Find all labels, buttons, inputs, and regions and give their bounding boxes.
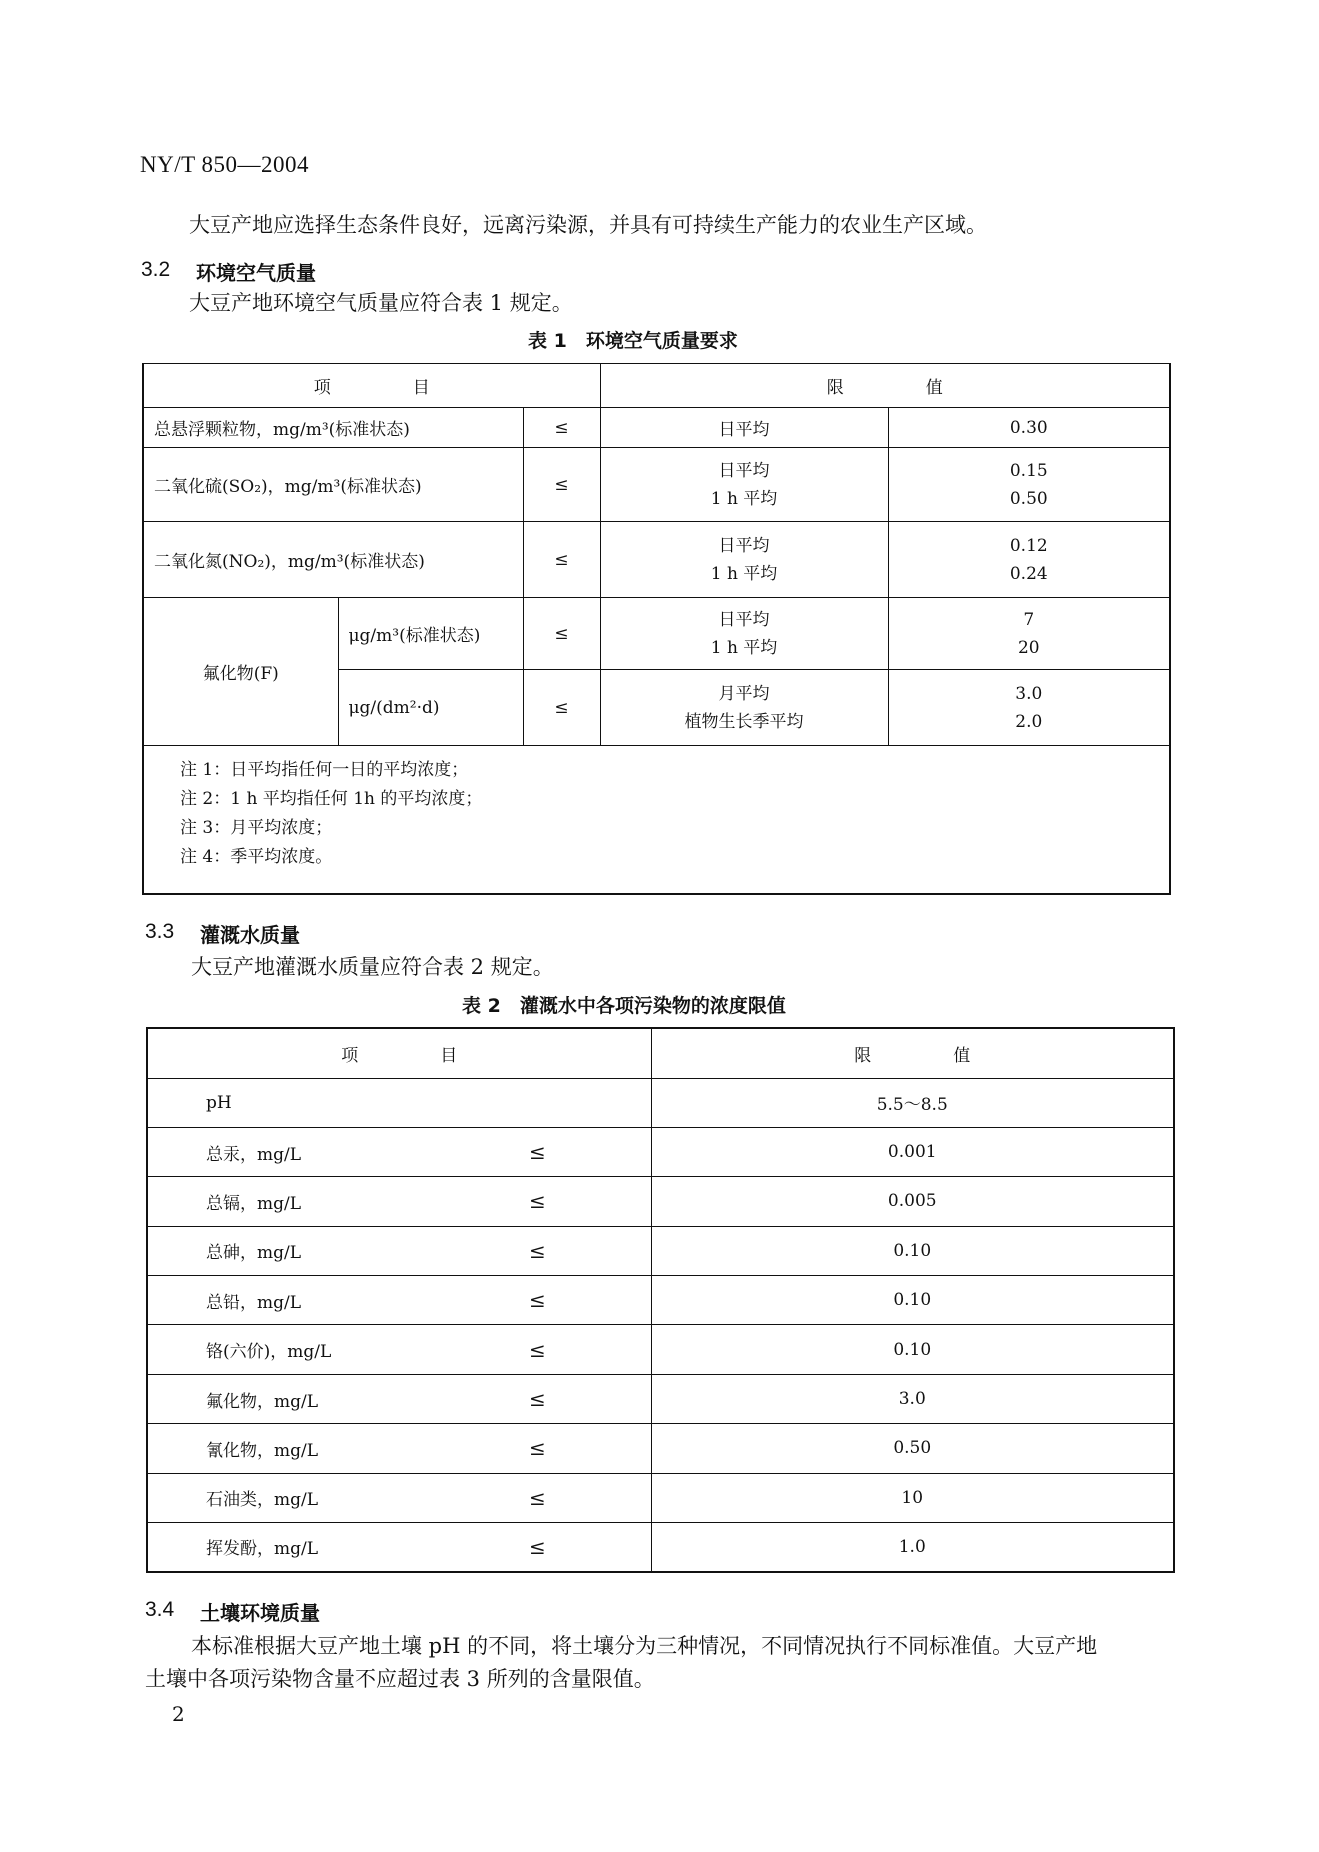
table-row <box>143 522 1170 598</box>
table1-fluoride-periods1: 日平均 1 h 平均 <box>600 598 888 670</box>
section-3-3-number: 3.3 <box>145 920 175 943</box>
le-symbol: ≤ <box>523 670 600 746</box>
table1-row2-values: 0.15 0.50 <box>888 448 1170 522</box>
table2-header-item: 项 目 <box>147 1028 651 1078</box>
note-1: 注 1：日平均指任何一日的平均浓度； <box>180 760 469 780</box>
table-row <box>147 1374 1174 1423</box>
table2-row-value: 10 <box>651 1473 1174 1522</box>
table2-header-limit: 限 值 <box>651 1028 1174 1078</box>
table1-row3-name: 二氧化氮(NO₂)，mg/m³(标准状态) <box>143 522 523 598</box>
page-number: 2 <box>172 1702 185 1726</box>
table1-caption: 表 1 环境空气质量要求 <box>528 330 738 352</box>
section-3-4-title: 土壤环境质量 <box>200 1601 320 1625</box>
table1-row2-name: 二氧化硫(SO₂)，mg/m³(标准状态) <box>143 448 523 522</box>
table-row <box>147 1127 1174 1176</box>
le-symbol: ≤ <box>523 522 600 598</box>
table2-row-value: 0.10 <box>651 1226 1174 1275</box>
table2-row-name: 氰化物，mg/L <box>147 1424 529 1473</box>
note-2: 注 2：1 h 平均指任何 1h 的平均浓度； <box>180 789 483 809</box>
section-3-3-title: 灌溉水质量 <box>200 923 300 947</box>
table-row <box>147 1276 1174 1325</box>
table1-row1-value: 0.30 <box>888 408 1170 448</box>
table-row <box>147 1523 1174 1572</box>
le-symbol: ≤ <box>529 1523 651 1572</box>
table1-row2-periods: 日平均 1 h 平均 <box>600 448 888 522</box>
le-symbol: ≤ <box>529 1276 651 1325</box>
le-symbol: ≤ <box>523 598 600 670</box>
table1-notes-row <box>143 746 1170 894</box>
table1-row3-values: 0.12 0.24 <box>888 522 1170 598</box>
table-row <box>143 598 1170 670</box>
note-3: 注 3：月平均浓度； <box>180 818 333 838</box>
le-symbol: ≤ <box>523 448 600 522</box>
table1-fluoride-periods2: 月平均 植物生长季平均 <box>600 670 888 746</box>
table1-fluoride-name: 氟化物(F) <box>143 598 338 746</box>
table-row <box>147 1424 1174 1473</box>
table-row <box>143 448 1170 522</box>
table1-notes <box>143 746 1170 894</box>
table1-row1-period: 日平均 <box>600 408 888 448</box>
section-3-4-number: 3.4 <box>145 1598 175 1621</box>
table1 <box>142 363 1171 895</box>
table2-row-name: 氟化物，mg/L <box>147 1374 529 1423</box>
table-row <box>143 408 1170 448</box>
table1-fluoride-values1: 7 20 <box>888 598 1170 670</box>
le-symbol: ≤ <box>529 1127 651 1176</box>
table2-row-name: 石油类，mg/L <box>147 1473 529 1522</box>
table1-fluoride-values2: 3.0 2.0 <box>888 670 1170 746</box>
table1-row1-name: 总悬浮颗粒物，mg/m³(标准状态) <box>143 408 523 448</box>
table2-row-name: pH <box>147 1078 651 1127</box>
section-3-2-number: 3.2 <box>141 258 171 281</box>
table1-header-item: 项 目 <box>143 364 600 408</box>
table2-row-value: 0.001 <box>651 1127 1174 1176</box>
table2-row-value: 0.10 <box>651 1276 1174 1325</box>
table1-header-row <box>143 364 1170 408</box>
table2-row-name: 总铅，mg/L <box>147 1276 529 1325</box>
table2-row-value: 0.50 <box>651 1424 1174 1473</box>
table1-header-limit: 限 值 <box>600 364 1170 408</box>
table2-row-value: 0.10 <box>651 1325 1174 1374</box>
table2-row-name: 总镉，mg/L <box>147 1177 529 1226</box>
le-symbol: ≤ <box>529 1424 651 1473</box>
le-symbol: ≤ <box>529 1177 651 1226</box>
table2-row-value: 0.005 <box>651 1177 1174 1226</box>
standard-code: NY/T 850—2004 <box>140 152 309 177</box>
le-symbol: ≤ <box>529 1325 651 1374</box>
section-3-2-title: 环境空气质量 <box>196 261 316 285</box>
table1-fluoride-unit1: μg/m³(标准状态) <box>338 598 523 670</box>
table2-row-value: 5.5～8.5 <box>651 1078 1174 1127</box>
intro-paragraph: 大豆产地应选择生态条件良好，远离污染源，并具有可持续生产能力的农业生产区域。 <box>189 213 987 237</box>
table2-row-name: 挥发酚，mg/L <box>147 1523 529 1572</box>
table-row <box>147 1226 1174 1275</box>
note-4: 注 4：季平均浓度。 <box>180 847 333 867</box>
le-symbol: ≤ <box>529 1226 651 1275</box>
table2-row-value: 3.0 <box>651 1374 1174 1423</box>
table-row <box>147 1473 1174 1522</box>
le-symbol: ≤ <box>529 1374 651 1423</box>
table2 <box>146 1027 1175 1573</box>
table2-row-name: 铬(六价)，mg/L <box>147 1325 529 1374</box>
table-row <box>147 1177 1174 1226</box>
section-3-4-paragraph-line2: 土壤中各项污染物含量不应超过表 3 所列的含量限值。 <box>145 1667 655 1691</box>
section-3-4-paragraph-line1: 本标准根据大豆产地土壤 pH 的不同，将土壤分为三种情况，不同情况执行不同标准值。大豆产地 <box>191 1634 1098 1658</box>
table2-row-name: 总砷，mg/L <box>147 1226 529 1275</box>
table-row <box>147 1078 1174 1127</box>
table1-fluoride-unit2: μg/(dm²·d) <box>338 670 523 746</box>
section-3-3-paragraph: 大豆产地灌溉水质量应符合表 2 规定。 <box>191 955 554 979</box>
section-3-2-paragraph: 大豆产地环境空气质量应符合表 1 规定。 <box>189 291 573 315</box>
table2-caption: 表 2 灌溉水中各项污染物的浓度限值 <box>462 995 786 1017</box>
le-symbol: ≤ <box>529 1473 651 1522</box>
le-symbol: ≤ <box>523 408 600 448</box>
table2-row-value: 1.0 <box>651 1523 1174 1572</box>
table-row <box>147 1325 1174 1374</box>
table2-row-name: 总汞，mg/L <box>147 1127 529 1176</box>
table2-header-row <box>147 1028 1174 1078</box>
table1-row3-periods: 日平均 1 h 平均 <box>600 522 888 598</box>
